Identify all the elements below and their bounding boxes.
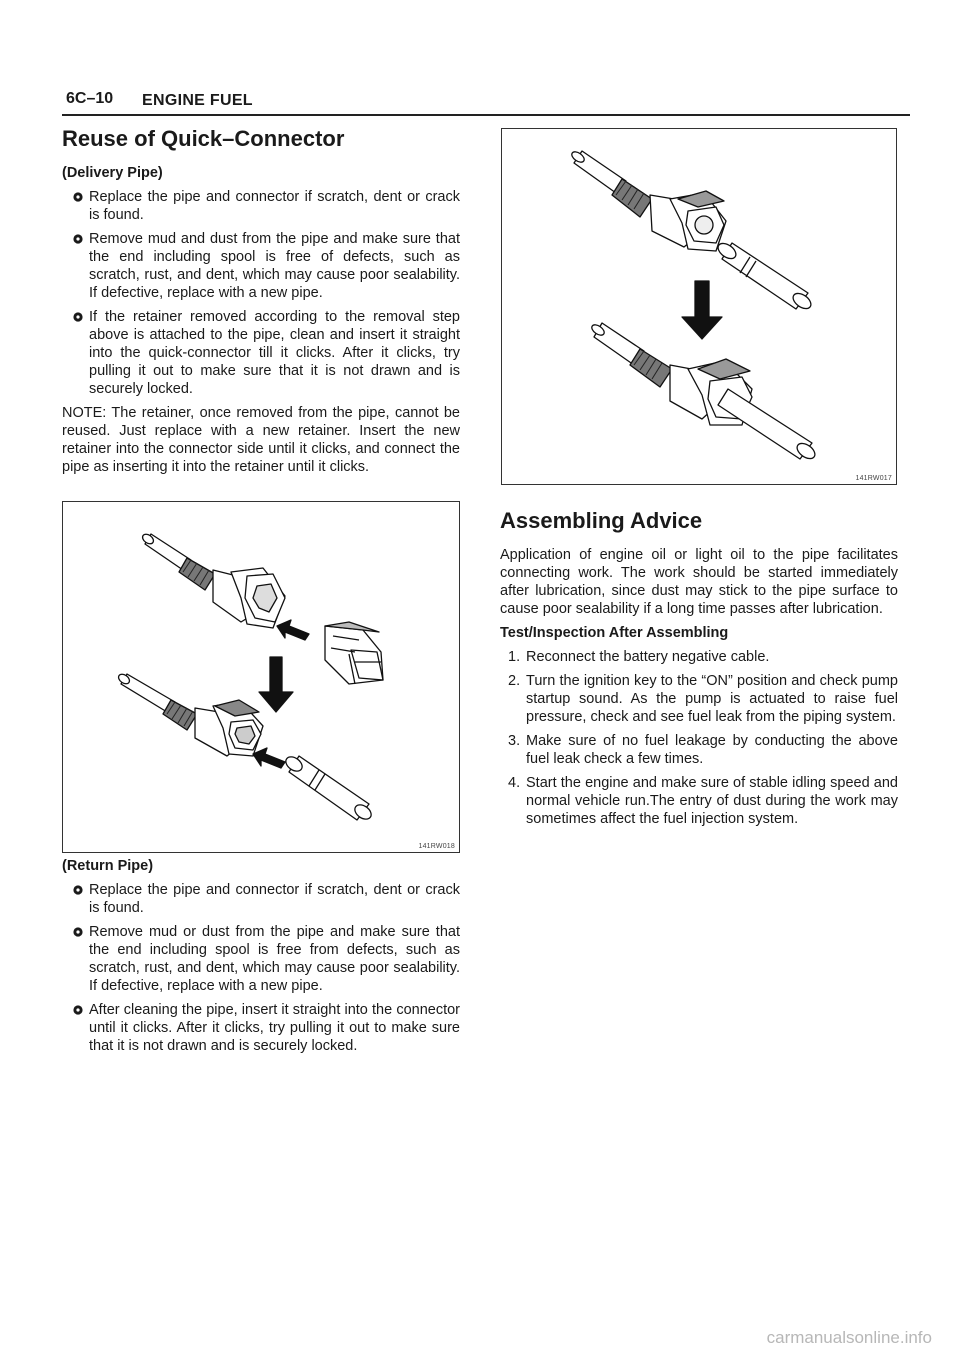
figure-caption: 141RW018 <box>418 843 455 850</box>
bullet-icon <box>73 885 83 895</box>
bullet-icon <box>73 234 83 244</box>
inspection-step <box>500 648 898 666</box>
step-text: Start the engine and make sure of stable idling speed and normal vehicle run.The entry of dust during the work may sometimes affect the fuel injection system. <box>526 775 898 827</box>
watermark: carmanualsonline.info <box>766 1328 932 1347</box>
return-bullet: After cleaning the pipe, insert it straight into the connector until it clicks. After it clicks, try pulling it out to make sure that it is not drawn and is securely locked. <box>62 1001 460 1055</box>
test-inspection-heading: Test/Inspection After Assembling <box>500 625 729 641</box>
bullet-icon <box>73 1005 83 1015</box>
bullet-icon <box>73 312 83 322</box>
section-title: ENGINE FUEL <box>142 92 253 109</box>
connector-figure <box>501 128 897 485</box>
delivery-bullet: Remove mud and dust from the pipe and make sure that the end including spool is free of defects, such as scratch, rust, and dent, which may cause poor sealability. If defective, replace with a new pipe. <box>62 230 460 302</box>
step-text: Turn the ignition key to the “ON” position and check pump startup sound. As the pump is actuated to raise fuel pressure, check and see fuel leak from the piping system. <box>526 673 898 725</box>
delivery-bullet: Replace the pipe and connector if scratch, dent or crack is found. <box>62 188 460 224</box>
bullet-icon <box>73 192 83 202</box>
retainer-figure <box>62 501 460 853</box>
retainer-illustration <box>63 502 459 852</box>
step-text: Reconnect the battery negative cable. <box>526 649 770 665</box>
step-number: 3. <box>508 733 521 749</box>
assembling-advice-title: Assembling Advice <box>500 508 703 533</box>
bullet-icon <box>73 927 83 937</box>
reuse-title: Reuse of Quick–Connector <box>62 126 345 151</box>
return-pipe-heading: (Return Pipe) <box>62 858 154 874</box>
connector-illustration <box>502 129 896 484</box>
return-bullet: Remove mud or dust from the pipe and make sure that the end including spool is free from defects, such as scratch, rust, and dent, which may cause poor sealability. If defective, replace with a new pipe. <box>62 923 460 995</box>
inspection-step <box>500 672 898 726</box>
step-text: Make sure of no fuel leakage by conducting the above fuel leak check a few times. <box>526 733 898 767</box>
step-number: 1. <box>508 649 521 665</box>
retainer-note: NOTE: The retainer, once removed from the pipe, cannot be reused. Just replace with a new retainer. Insert the new retainer into the connector side until it clicks, and connect the pipe as inserting it into the retainer until it clicks. <box>62 405 460 475</box>
inspection-step <box>500 732 898 768</box>
delivery-bullet: If the retainer removed according to the removal step above is attached to the pipe, clean and insert it straight into the quick-connector till it clicks. After it clicks, try pulling it out to make sure that it is not drawn and is securely locked. <box>62 308 460 398</box>
step-number: 4. <box>508 775 521 791</box>
delivery-pipe-heading: (Delivery Pipe) <box>62 165 163 181</box>
inspection-step <box>500 774 898 828</box>
figure-caption: 141RW017 <box>855 475 892 482</box>
assembling-intro: Application of engine oil or light oil to the pipe facilitates connecting work. The work should be started immediately after lubrication, since dust may stick to the pipe surface to cause poor sealability if a long time passes after lubrication. <box>500 547 898 617</box>
step-number: 2. <box>508 673 521 689</box>
return-bullet: Replace the pipe and connector if scratch, dent or crack is found. <box>62 881 460 917</box>
right-column <box>500 508 898 834</box>
page-number: 6C–10 <box>66 90 114 107</box>
page-header <box>62 88 910 116</box>
